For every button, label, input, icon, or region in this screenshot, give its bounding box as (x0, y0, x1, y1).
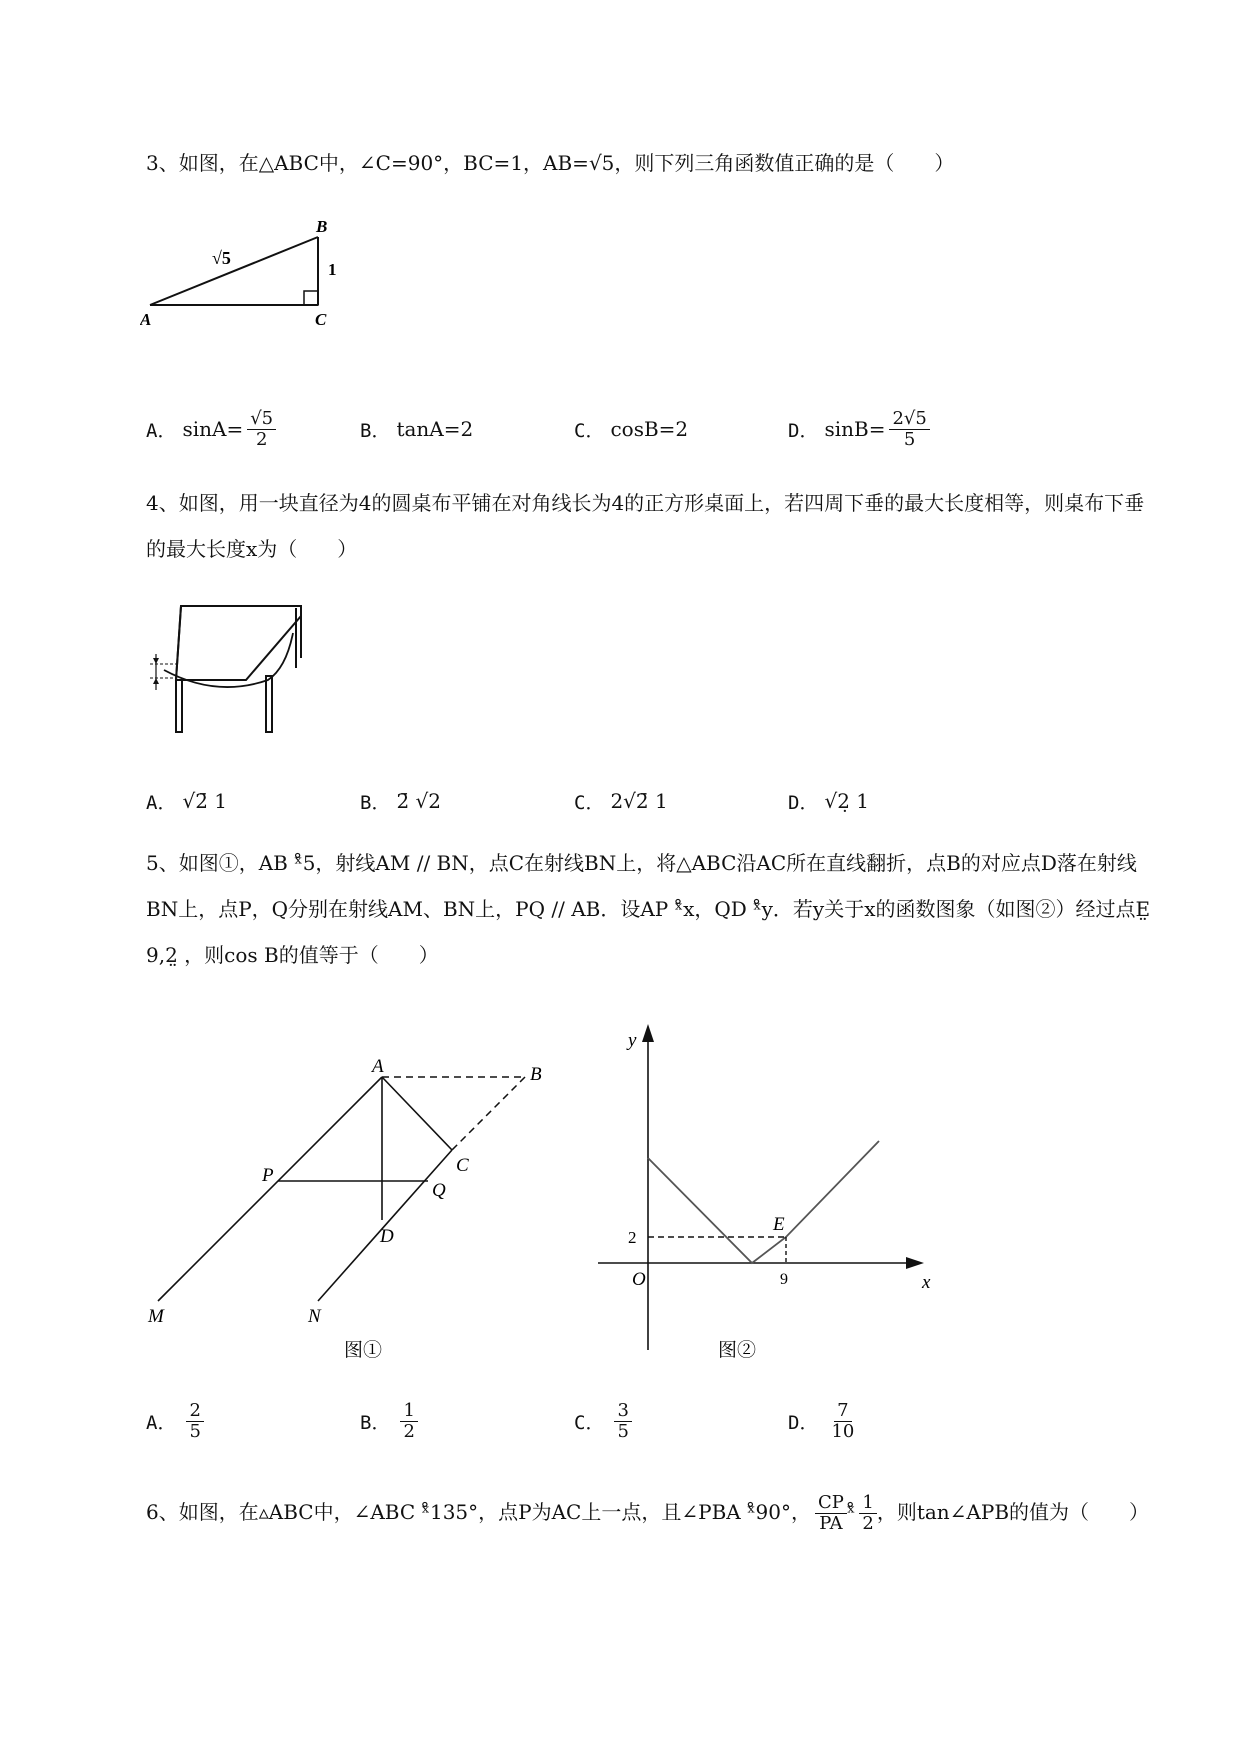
label-n: N (308, 1306, 321, 1327)
q5-option-a[interactable]: A． $\frac{2}{5}$ (146, 1396, 204, 1446)
label-m: M (148, 1306, 164, 1327)
q4-table-figure (146, 598, 306, 738)
label-bc-length: 1 (328, 260, 337, 279)
q3-triangle-figure (140, 212, 380, 332)
fraction: $\frac{√5}{2}$ (247, 409, 276, 450)
fraction: $\frac{3}{5}$ (614, 1401, 631, 1442)
label-origin: O (632, 1269, 646, 1290)
q3-option-b[interactable]: B． tanA=2 (360, 417, 474, 442)
question-5-text: 5、如图①，AB ˣ̊5，射线AM // BN，点C在射线BN上，将△ABC沿AC所在直线翻折，点B的对应点D落在射线BN上，点P，Q分别在射线AM、BN上，PQ // AB．设AP ˣ̊x，QD ˣ̊y．若y关于x的函数图象（如图②）经过点E̤ 9,2̤ ，则cos B的值等于（ ） (146, 851, 1151, 967)
q3-option-c[interactable]: C． cosB=2 (574, 417, 689, 442)
label-c: C (456, 1155, 469, 1176)
label-q: Q (432, 1180, 446, 1201)
label-d: D (380, 1226, 394, 1247)
half-fraction: $\frac{1}{2}$ (859, 1493, 876, 1534)
side-ab (150, 237, 318, 305)
figure-2-caption: 图② (718, 1340, 757, 1360)
q3-option-d[interactable]: D． sinB= $\frac{2√5}{5}$ (788, 404, 930, 454)
label-y: y (628, 1030, 637, 1051)
fraction: $\frac{7}{10}$ (831, 1399, 855, 1442)
label-a: A (372, 1056, 384, 1077)
q3-options (146, 404, 1146, 454)
right-angle-mark (304, 291, 318, 305)
q5-figure-2 (580, 1020, 970, 1360)
question-6-text-part1: 6、如图，在▵ABC中，∠ABC ˣ̊135°，点P为AC上一点，且∠PBA ˣ̊90°， (146, 1500, 811, 1524)
question-6-text-part3: ，则tan∠APB的值为（ ） (876, 1500, 1150, 1524)
question-4-text: 4、如图，用一块直径为4的圆桌布平铺在对角线长为4的正方形桌面上，若四周下垂的最大长度相等，则桌布下垂的最大长度x为（ ） (146, 491, 1145, 561)
label-x: x (922, 1272, 931, 1293)
table-leg (266, 676, 272, 732)
segment-bc-dashed (452, 1077, 525, 1150)
tablecloth-edge (164, 633, 293, 687)
q4-options (146, 776, 1146, 826)
ratio-fraction: $\frac{CP}{PA}$ (815, 1493, 847, 1534)
label-hypotenuse: √5 (212, 248, 231, 268)
q4-option-b[interactable]: B． 2̄ √2 (360, 789, 442, 814)
q5-option-c[interactable]: C． $\frac{3}{5}$ (574, 1396, 632, 1446)
y-axis-arrow (642, 1024, 654, 1042)
question-3 (146, 140, 1156, 186)
question-3-text: 3、如图，在△ABC中，∠C=90°，BC=1，AB=√5，则下列三角函数值正确的是（ ） (146, 151, 955, 175)
q5-options (146, 1396, 1146, 1446)
figure-1-caption: 图① (344, 1340, 383, 1361)
label-p: P (262, 1165, 274, 1186)
q4-option-c[interactable]: C． 2√2̄ 1 (574, 789, 668, 814)
q4-option-d[interactable]: D． √2̣ 1 (788, 789, 870, 814)
label-b: B (530, 1064, 542, 1085)
fraction: $\frac{2}{5}$ (186, 1401, 203, 1442)
label-a: A (140, 310, 152, 329)
question-4 (146, 480, 1156, 572)
label-two: 2 (628, 1228, 637, 1247)
q5-option-d[interactable]: D． $\frac{7}{10}$ (788, 1396, 857, 1446)
table-leg (176, 680, 182, 732)
q5-figure-1 (140, 1050, 560, 1370)
question-5 (146, 840, 1156, 978)
function-graph (648, 1141, 879, 1263)
segment-ac (382, 1077, 452, 1150)
x-axis-arrow (906, 1257, 924, 1269)
q5-option-b[interactable]: B． $\frac{1}{2}$ (360, 1396, 418, 1446)
q4-option-a[interactable]: A． √2̄ 1 (146, 789, 228, 814)
fraction: $\frac{2√5}{5}$ (889, 409, 929, 450)
label-b: B (316, 217, 328, 236)
table-top (176, 606, 301, 680)
label-c: C (315, 310, 327, 329)
question-6: 6、如图，在▵ABC中，∠ABC ˣ̊135°，点P为AC上一点，且∠PBA ˣ̊90°， $\frac{CP}{PA}$ ˣ̊ $\frac{1}{2}$ ，则tan∠APB的值为（ ） (146, 1492, 1150, 1534)
label-nine: 9 (780, 1271, 788, 1288)
q3-option-a[interactable]: A． sinA= $\frac{√5}{2}$ (146, 404, 276, 454)
label-e: E (773, 1214, 785, 1235)
fraction: $\frac{1}{2}$ (400, 1401, 417, 1442)
